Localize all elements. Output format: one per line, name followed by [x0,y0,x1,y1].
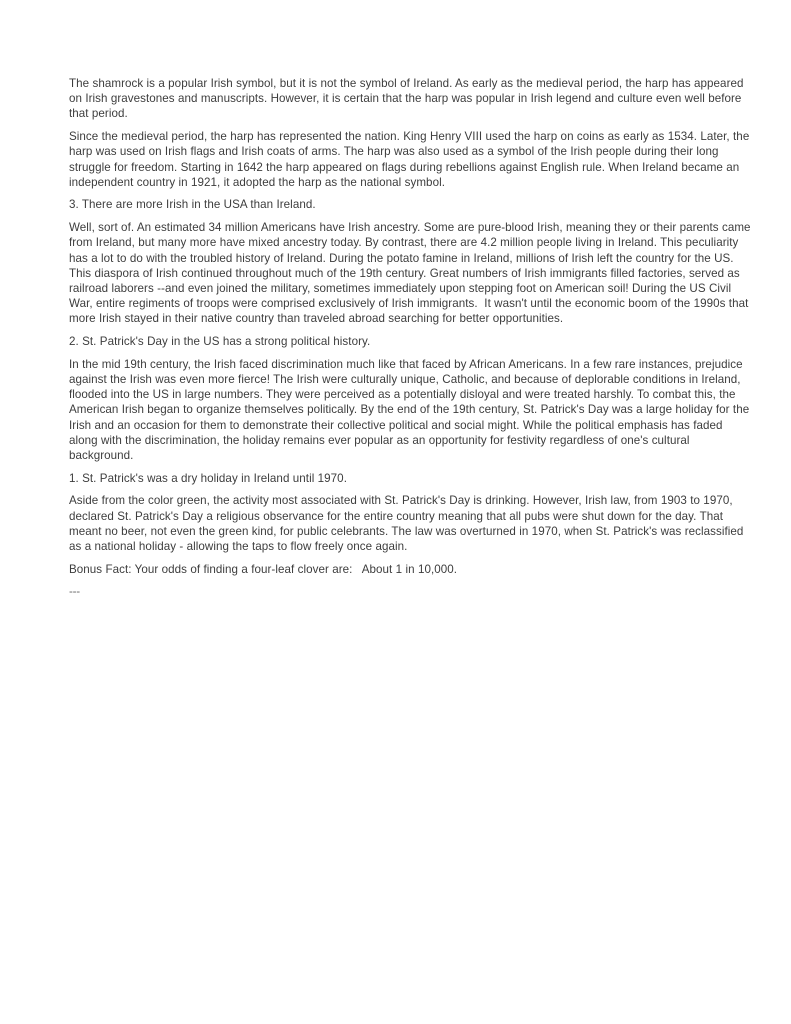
paragraph-fact-3-heading: 3. There are more Irish in the USA than Ireland. [69,198,316,212]
paragraph-separator: --- [69,585,80,599]
paragraph-shamrock-symbol: The shamrock is a popular Irish symbol, but it is not the symbol of Ireland. As early as the medieval period, the harp has appeared on Irish gravestones and manuscripts. However, it is certain that the harp was popular in Irish legend and culture even well before that period. [69,77,747,121]
paragraph-fact-1-body: Aside from the color green, the activity most associated with St. Patrick's Day is drinking. However, Irish law, from 1903 to 1970, declared St. Patrick's Day a religious observance for the entire country meaning that all pubs were shut down for the day. That meant no beer, not even the green kind, for public celebrants. The law was overturned in 1970, when St. Patrick's was reclassified as a national holiday - allowing the taps to flow freely once again. [69,494,747,553]
paragraph-fact-1-heading: 1. St. Patrick's was a dry holiday in Ireland until 1970. [69,471,347,485]
paragraph-fact-3-body: Well, sort of. An estimated 34 million Americans have Irish ancestry. Some are pure-blood Irish, meaning they or their parents came from Ireland, but many more have mixed ancestry today. By contrast, there are 4.2 million people living in Ireland. This peculiarity has a lot to do with the troubled history of Ireland. During the potato famine in Ireland, millions of Irish left the country for the US. This diaspora of Irish continued throughout much of the 19th century. Great numbers of Irish immigrants filled factories, served as railroad laborers --and even joined the military, sometimes immediately upon stepping foot on American soil! During the US Civil War, entire regiments of troops were comprised exclusively of Irish immigrants. It wasn't until the economic boom of the 1990s that more Irish stayed in their native country than traveled abroad searching for better opportunities. [69,221,754,326]
paragraph-harp-nation: Since the medieval period, the harp has represented the nation. King Henry VIII used the harp on coins as early as 1534. Later, the harp was used on Irish flags and Irish coats of arms. The harp was also used as a symbol of the Irish people during their long struggle for freedom. Starting in 1642 the harp appeared on flags during rebellions against English rule. When Ireland became an independent country in 1921, it adopted the harp as the national symbol. [69,130,753,189]
paragraph-bonus-fact: Bonus Fact: Your odds of finding a four-leaf clover are: About 1 in 10,000. [69,562,458,576]
paragraph-fact-2-heading: 2. St. Patrick's Day in the US has a strong political history. [69,335,371,349]
paragraph-fact-2-body: In the mid 19th century, the Irish faced discrimination much like that faced by African Americans. In a few rare instances, prejudice against the Irish was even more fierce! The Irish were culturally unique, Catholic, and because of deplorable conditions in Ireland, flooded into the US in large numbers. They were perceived as a potentially disloyal and were treated harshly. To combat this, the American Irish began to organize themselves politically. By the end of the 19th century, St. Patrick's Day was a large holiday for the Irish and an occasion for them to demonstrate their collective political and social might. While the political emphasis has faded along with the discrimination, the holiday remains ever popular as an opportunity for festivity regardless of one's cultural background. [69,357,753,462]
document-text-body [69,76,754,607]
